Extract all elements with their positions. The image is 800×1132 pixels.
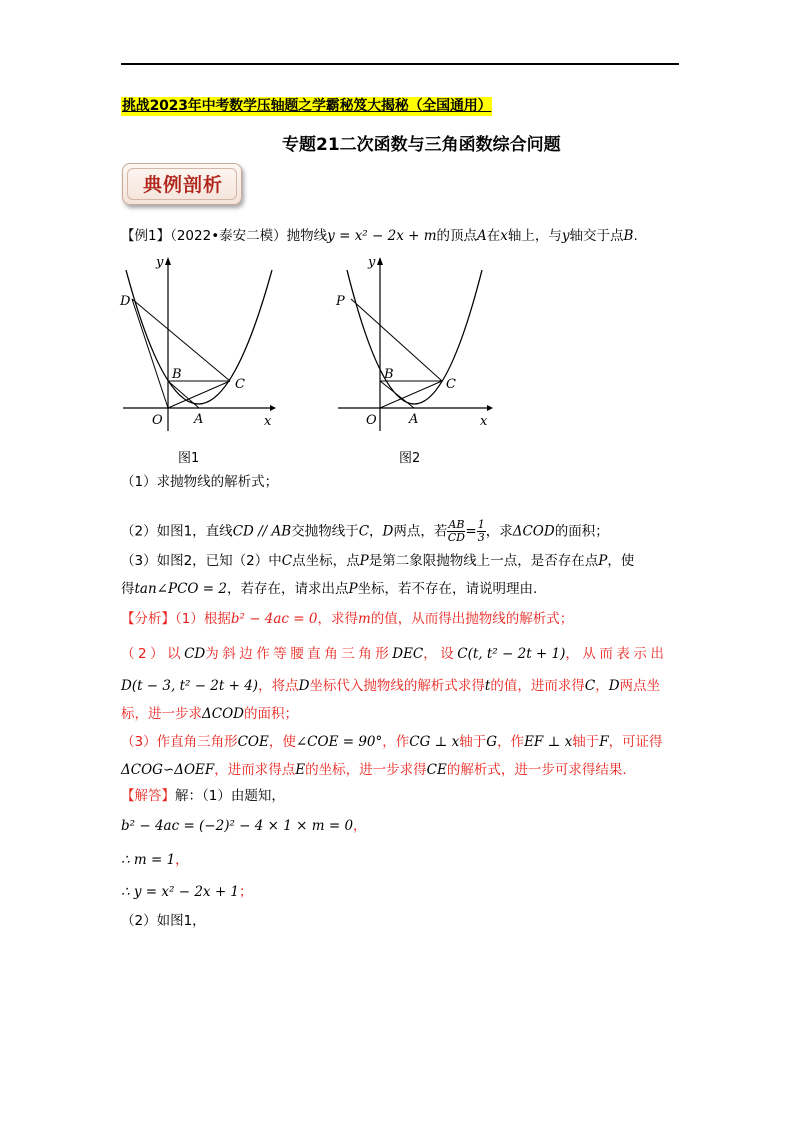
frac-num: AB — [448, 518, 465, 531]
parabola-eq: ∴ y = x² − 2x + 1 — [121, 884, 240, 900]
parabola — [347, 270, 482, 404]
solution-eq-3 — [121, 882, 253, 902]
frac-den: 3 — [477, 531, 485, 544]
question-3-line-1 — [121, 551, 634, 571]
a2-d: D — [298, 678, 310, 694]
x-axis-arrow — [487, 405, 493, 411]
solution-label: 【解答】 — [121, 788, 175, 804]
a2-text-j: 标，进一步求 — [121, 706, 202, 722]
figure-2 — [330, 253, 495, 433]
line-do — [132, 299, 168, 408]
a2-text-h: ， — [595, 678, 609, 694]
a3-coe: COE — [237, 734, 269, 750]
point-b: B — [623, 228, 634, 244]
comma-2: ， — [175, 852, 189, 868]
q2-text-e: ，求 — [485, 523, 513, 540]
q3-text-g: 坐标，若不存在，请说明理由. — [357, 581, 538, 597]
intro-prefix: 【例1】（2022•泰安二模）抛物线 — [121, 228, 328, 244]
label-y: y — [368, 255, 376, 270]
a1-var-m: m — [357, 611, 371, 627]
a3-text-b: ，使 — [268, 734, 296, 750]
a2-c2: C — [584, 678, 596, 694]
var-y: y — [561, 228, 570, 244]
a2-text-i: 两点坐 — [619, 678, 661, 694]
question-1: （1）求抛物线的解析式； — [121, 474, 279, 490]
label-a: A — [194, 412, 204, 427]
a3-similar: ΔCOG∽ΔOEF — [121, 762, 215, 778]
x-axis-arrow — [270, 405, 276, 411]
q2-fraction-ab-cd — [447, 519, 465, 544]
a3-text-f: 轴于 — [572, 734, 600, 750]
frac-den: CD — [447, 531, 466, 544]
a3-angle: ∠COE = 90° — [295, 734, 383, 750]
a3-g: G — [486, 734, 498, 750]
a1-discriminant: b² − 4ac = 0 — [230, 611, 318, 627]
q2-point-c: C — [358, 523, 370, 540]
q2-text-b: 交抛物线于 — [291, 523, 359, 540]
q2-text-d: 两点，若 — [393, 523, 448, 540]
parabola — [126, 270, 272, 404]
a2-text-k: 的面积； — [243, 706, 298, 722]
q3-text-b: 点坐标，点 — [292, 553, 360, 569]
a2-cd: CD — [184, 646, 206, 662]
a2-cod: ΔCOD — [202, 706, 244, 722]
q3-point-p3: P — [348, 581, 358, 597]
q3-text-e: 得 — [121, 581, 135, 597]
label-b: B — [172, 367, 182, 382]
intro-equation: y = x² − 2x + m — [327, 228, 437, 244]
q3-tan-eq: tan∠PCO = 2 — [134, 581, 227, 597]
analysis-2-line-1 — [121, 644, 667, 664]
label-x: x — [480, 414, 488, 429]
badge-label: 典例剖析 — [143, 174, 224, 196]
frac-num: 1 — [477, 518, 485, 531]
semicolon-3: ； — [239, 884, 253, 900]
question-2 — [121, 519, 609, 544]
q2-text-f: 的面积； — [554, 523, 609, 540]
a3-text-h: ，进而求得点 — [214, 762, 296, 778]
y-axis-arrow — [165, 257, 171, 265]
a3-ef: EF ⊥ x — [524, 734, 573, 750]
figure-1-caption: 图1 — [178, 451, 200, 466]
q2-parallel: CD // AB — [232, 523, 292, 540]
a2-point-c: C(t, t² − 2t + 1) — [457, 646, 566, 662]
a2-text-d: ，从而表示出 — [565, 646, 668, 662]
var-x: x — [500, 228, 508, 244]
analysis-2-line-3 — [121, 704, 298, 724]
line-ba — [168, 381, 199, 408]
label-y: y — [156, 255, 164, 270]
a3-text-d: 轴于 — [459, 734, 487, 750]
a2-text-e: ，将点 — [258, 678, 299, 694]
q3-text-a: （3）如图2，已知（2）中 — [121, 553, 282, 569]
a3-e: E — [295, 762, 306, 778]
m-value: ∴ m = 1 — [121, 852, 176, 868]
label-o: O — [152, 413, 163, 428]
solution-intro: 解：（1）由题知， — [175, 788, 285, 804]
section-badge — [122, 163, 242, 205]
a3-text-e: ，作 — [497, 734, 525, 750]
a1-text-a: 【分析】（1）根据 — [121, 611, 231, 627]
q2-eq: = — [465, 523, 477, 540]
intro-mid1: 的顶点 — [436, 228, 478, 244]
figure-1 — [118, 253, 278, 433]
analysis-2-line-2 — [121, 676, 660, 696]
page-title: 专题21二次函数与三角函数综合问题 — [282, 135, 561, 155]
label-x: x — [264, 414, 272, 429]
a3-f: F — [599, 734, 609, 750]
q3-text-d: ，使 — [607, 553, 635, 569]
analysis-1 — [121, 609, 573, 629]
a3-text-c: ，作 — [382, 734, 410, 750]
a2-t: t — [484, 678, 491, 694]
a2-d2: D — [608, 678, 620, 694]
figure-2-caption: 图2 — [399, 451, 421, 466]
label-d: D — [120, 294, 131, 309]
solution-eq-2 — [121, 850, 189, 870]
question-3-line-2 — [121, 579, 537, 599]
label-b: B — [384, 367, 394, 382]
q2-point-d: D — [382, 523, 394, 540]
solution-eq-1 — [121, 816, 367, 836]
a2-text-b: 为斜边作等腰直角三角形 — [205, 646, 393, 662]
top-rule — [121, 63, 679, 65]
label-p: P — [336, 294, 345, 309]
q2-text-a: （2）如图1，直线 — [121, 523, 233, 540]
q3-point-p: P — [359, 553, 369, 569]
discriminant-eq: b² − 4ac = (−2)² − 4 × 1 × m = 0 — [121, 818, 354, 834]
label-a: A — [409, 412, 419, 427]
q3-text-c: 是第二象限抛物线上一点，是否存在点 — [368, 553, 599, 569]
a3-text-g: ，可证得 — [608, 734, 663, 750]
intro-end: . — [633, 228, 638, 244]
analysis-3-line-2 — [121, 760, 627, 780]
q3-point-c: C — [281, 553, 293, 569]
a1-text-b: ，求得 — [317, 611, 358, 627]
a2-text-a: （2）以 — [121, 646, 185, 662]
q2-fraction-one-third — [477, 519, 486, 544]
a3-text-i: 的坐标，进一步求得 — [305, 762, 427, 778]
a3-text-a: （3）作直角三角形 — [121, 734, 238, 750]
q2-triangle: ΔCOD — [512, 523, 555, 540]
solution-part-2: （2）如图1， — [121, 913, 206, 929]
example-intro — [121, 226, 638, 246]
intro-mid2: 在 — [486, 228, 501, 244]
series-banner: 挑战2023年中考数学压轴题之学霸秘笈大揭秘（全国通用） — [122, 98, 492, 114]
a2-text-c: ，设 — [423, 646, 458, 662]
comma-1: ， — [353, 818, 367, 834]
a2-text-f: 坐标代入抛物线的解析式求得 — [309, 678, 485, 694]
label-o: O — [366, 413, 377, 428]
line-ba — [380, 381, 414, 408]
q2-text-c: ， — [369, 523, 383, 540]
label-c: C — [446, 377, 456, 392]
a2-text-g: 的值，进而求得 — [490, 678, 585, 694]
a3-ce: CE — [426, 762, 447, 778]
intro-mid3: 轴上，与 — [507, 228, 562, 244]
y-axis-arrow — [377, 257, 383, 265]
line-pc — [351, 299, 442, 381]
point-a: A — [477, 228, 487, 244]
analysis-3-line-1 — [121, 732, 663, 752]
a2-dec: DEC — [392, 646, 424, 662]
intro-mid4: 轴交于点 — [569, 228, 624, 244]
solution-heading — [121, 786, 285, 806]
a2-point-d: D(t − 3, t² − 2t + 4) — [121, 678, 259, 694]
a3-text-j: 的解析式，进一步可求得结果. — [446, 762, 627, 778]
q3-point-p2: P — [598, 553, 608, 569]
a1-text-c: 的值，从而得出抛物线的解析式； — [370, 611, 574, 627]
q3-text-f: ，若存在，请求出点 — [226, 581, 349, 597]
a3-cg: CG ⊥ x — [409, 734, 460, 750]
label-c: C — [235, 377, 245, 392]
